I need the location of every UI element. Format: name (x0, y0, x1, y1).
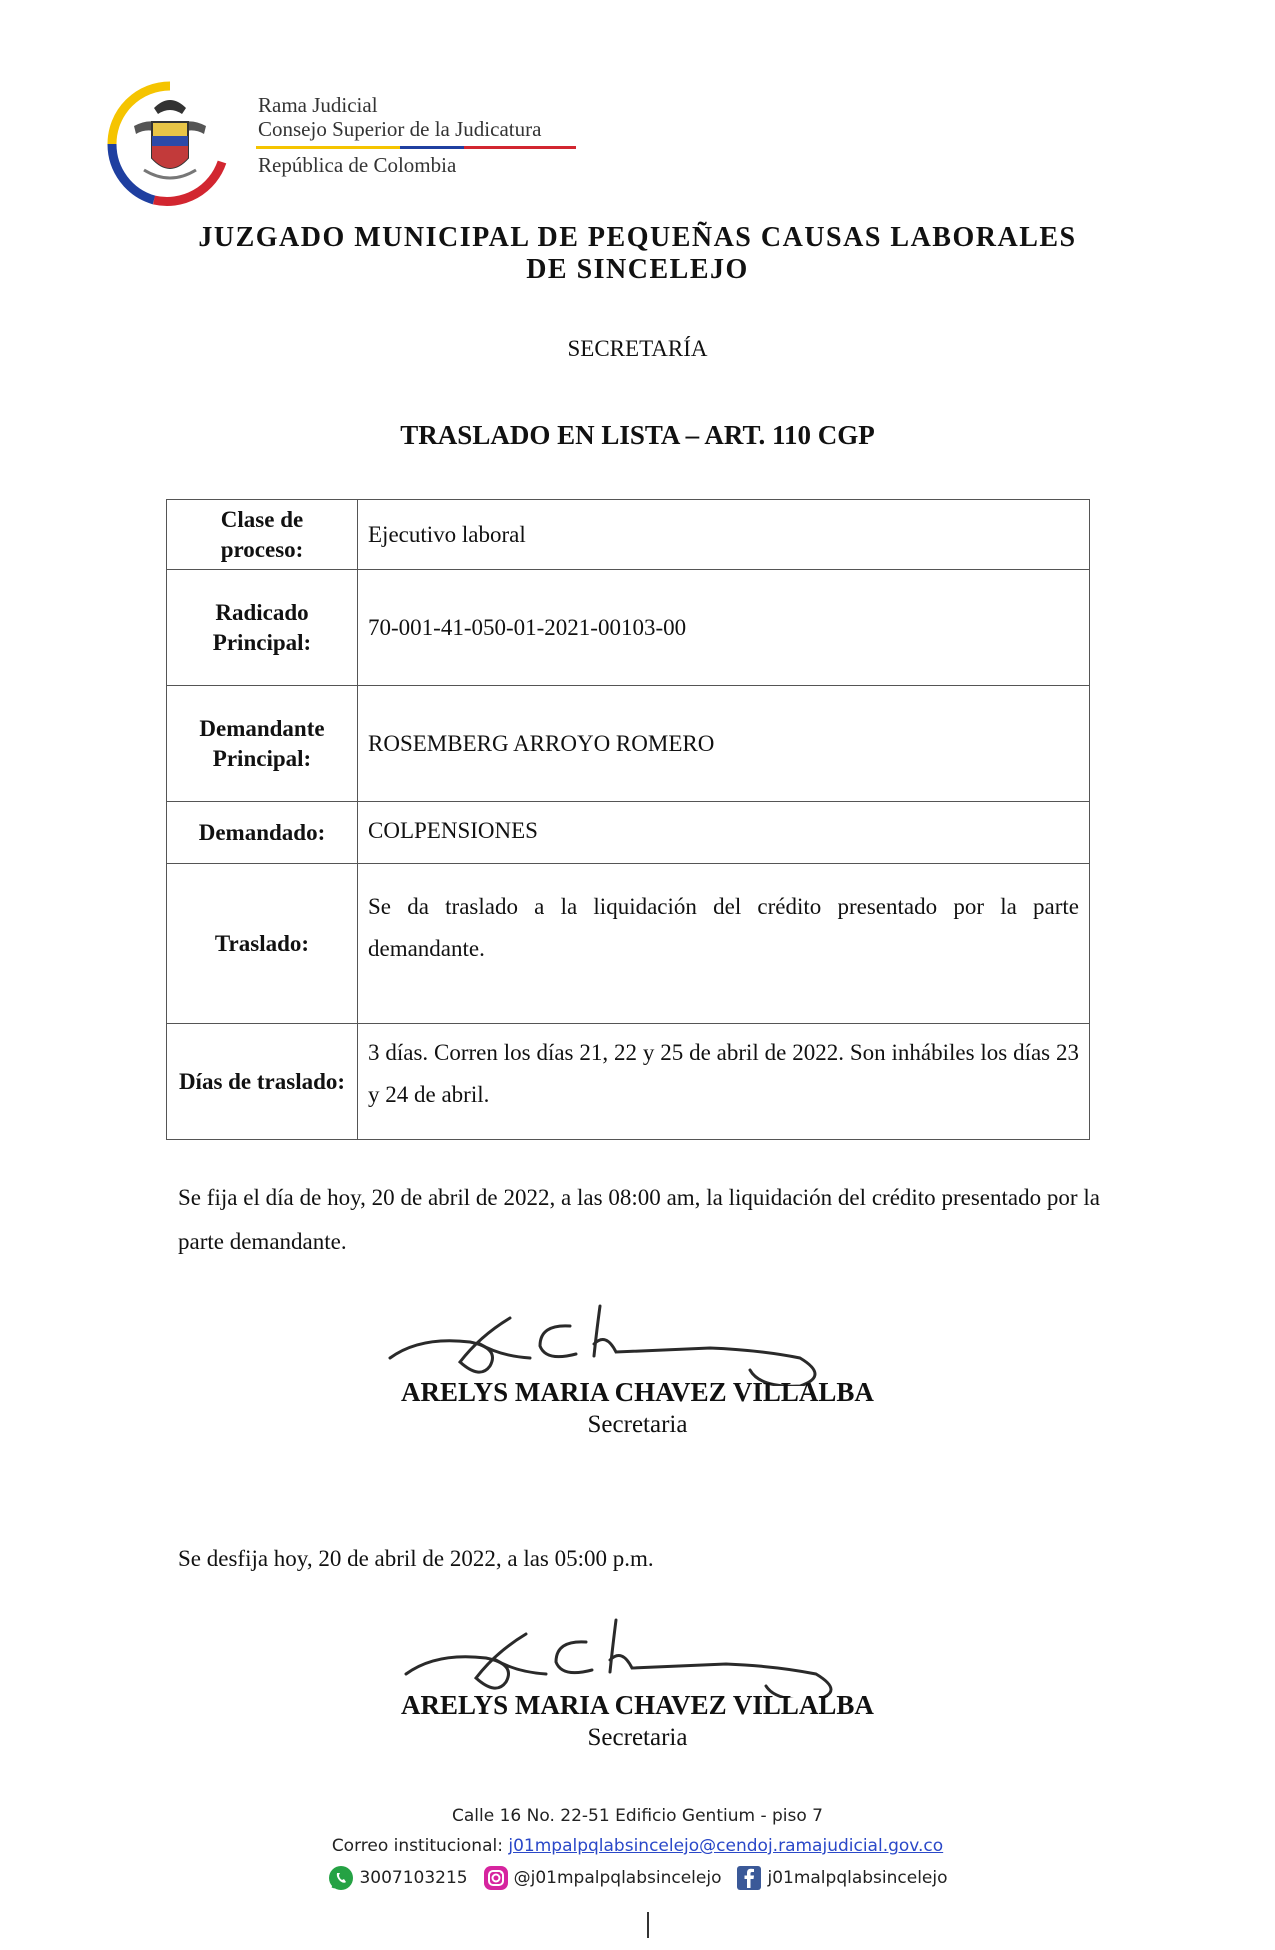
letterhead-line-3: República de Colombia (258, 153, 457, 177)
table-row (167, 802, 1090, 864)
email-label: Correo institucional: (331, 1836, 503, 1856)
facebook-handle: j01malpqlabsincelejo (767, 1868, 948, 1888)
table-row (167, 570, 1090, 686)
table-row (167, 1024, 1090, 1140)
court-name-line-2: DE SINCELEJO (526, 254, 749, 285)
table-row (167, 686, 1090, 802)
signer-name: ARELYS MARIA CHAVEZ VILLALBA (401, 1690, 874, 1720)
demandante-label: Demandante Principal: (167, 686, 358, 802)
demandado-label: Demandado: (167, 802, 358, 864)
document-title: TRASLADO EN LISTA – ART. 110 CGP (400, 420, 875, 450)
instagram-handle: @j01mpalpqlabsincelejo (513, 1868, 722, 1888)
case-info-table (166, 499, 1090, 1140)
whatsapp-contact[interactable] (327, 1864, 467, 1892)
court-name-line-1: JUZGADO MUNICIPAL DE PEQUEÑAS CAUSAS LABORALES (198, 222, 1077, 253)
clase-label: Clase de proceso: (167, 500, 358, 570)
whatsapp-number: 3007103215 (359, 1868, 468, 1888)
traslado-value: Se da traslado a la liquidación del crédito presentado por la parte demandante. (358, 864, 1090, 1024)
coat-of-arms-icon (134, 100, 206, 178)
facebook-icon (735, 1864, 763, 1892)
dias-value: 3 días. Corren los días 21, 22 y 25 de abril de 2022. Son inhábiles los días 23 y 24 de abril. (358, 1024, 1090, 1140)
footer-email-line (0, 1836, 1275, 1856)
fija-paragraph: Se fija el día de hoy, 20 de abril de 2022, a las 08:00 am, la liquidación del crédito presentado por la parte demandante. (178, 1185, 1100, 1254)
dias-label: Días de traslado: (167, 1024, 358, 1140)
instagram-icon (482, 1864, 510, 1892)
handwritten-signature (380, 1296, 860, 1386)
email-link[interactable]: j01mpalpqlabsincelejo@cendoj.ramajudicial.gov.co (508, 1836, 944, 1856)
page-marker (647, 1912, 649, 1938)
facebook-contact[interactable] (735, 1864, 947, 1892)
demandante-value: ROSEMBERG ARROYO ROMERO (358, 686, 1090, 802)
demandado-value: COLPENSIONES (358, 802, 1090, 864)
signer-name: ARELYS MARIA CHAVEZ VILLALBA (401, 1377, 874, 1407)
whatsapp-icon (327, 1864, 355, 1892)
rama-judicial-logo (104, 78, 236, 210)
table-row (167, 864, 1090, 1024)
traslado-label: Traslado: (167, 864, 358, 1024)
clase-value: Ejecutivo laboral (358, 500, 1090, 570)
letterhead-line-1: Rama Judicial (258, 93, 378, 117)
radicado-label: Radicado Principal: (167, 570, 358, 686)
handwritten-signature (380, 1608, 860, 1698)
desfija-paragraph: Se desfija hoy, 20 de abril de 2022, a las 05:00 p.m. (178, 1546, 654, 1571)
letterhead-divider (256, 146, 576, 149)
signer-role: Secretaria (587, 1411, 688, 1438)
radicado-value: 70-001-41-050-01-2021-00103-00 (358, 570, 1090, 686)
letterhead-line-2: Consejo Superior de la Judicatura (258, 117, 542, 141)
table-row (167, 500, 1090, 570)
instagram-contact[interactable] (482, 1864, 722, 1892)
footer-address: Calle 16 No. 22-51 Edificio Gentium - piso 7 (452, 1806, 823, 1826)
office-heading: SECRETARÍA (567, 336, 708, 361)
footer-social (0, 1864, 1275, 1892)
signer-role: Secretaria (587, 1724, 688, 1751)
